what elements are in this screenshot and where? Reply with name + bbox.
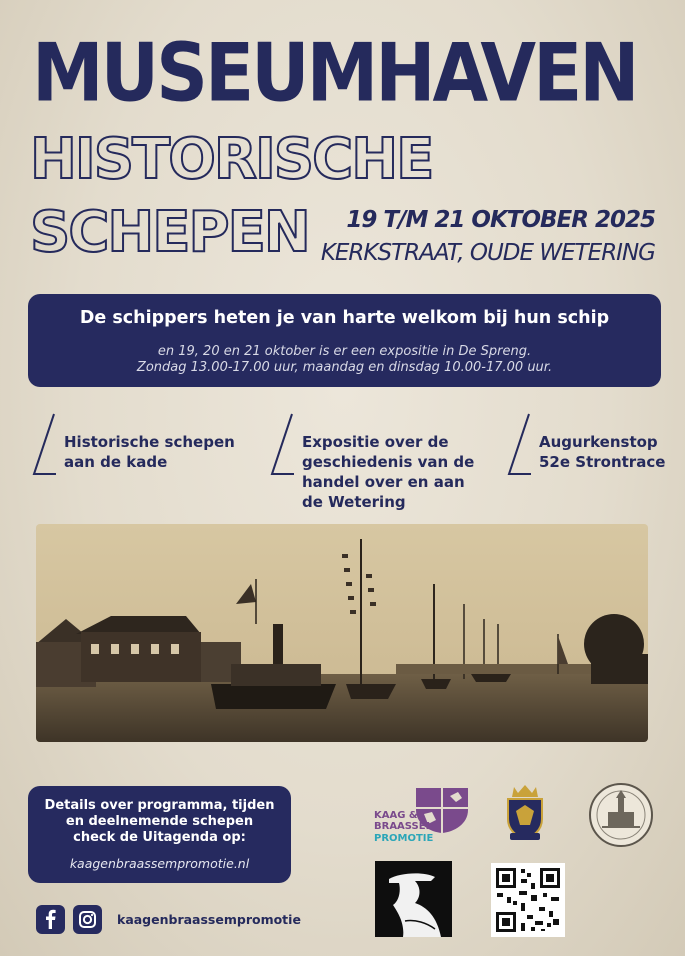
main-title: MUSEUMHAVEN — [32, 25, 637, 120]
banner-title: De schippers heten je van harte welkom bij hun schip — [79, 308, 610, 328]
banner-line-2: Zondag 13.00-17.00 uur, maandag en dinsdag 10.00-17.00 uur. — [136, 360, 553, 375]
subtitle-line-1: HISTORISCHE — [30, 127, 433, 192]
slash-icon — [268, 410, 298, 480]
banner-line-1: en 19, 20 en 21 oktober is er een expositie in De Spreng. — [157, 344, 532, 359]
subtitle-line-2: SCHEPEN — [30, 200, 309, 265]
kaag-braassem-promotie-logo: KAAG & BRAASSEM PROMOTIE — [374, 786, 470, 848]
info-box — [28, 786, 291, 883]
slash-icon — [30, 410, 60, 480]
social-handle[interactable]: kaagenbraassempromotie — [117, 912, 301, 927]
feature-text: Augurkenstop 52e Strontrace — [539, 433, 666, 471]
feature-exposition — [268, 410, 488, 520]
society-seal-logo — [588, 782, 654, 848]
info-line-2: en deelnemende schepen — [65, 814, 254, 829]
feature-text: Historische schepen aan de kade — [64, 433, 235, 471]
feature-historic-ships — [30, 410, 240, 520]
qr-code[interactable] — [491, 863, 565, 937]
info-line-1: Details over programma, tijden — [44, 798, 275, 813]
historic-harbour-photo — [36, 524, 648, 742]
event-date: 19 T/M 21 OKTOBER 2025 — [346, 207, 655, 233]
crest-logo — [502, 781, 548, 843]
uitagenda-link[interactable]: kaagenbraassempromotie.nl — [69, 856, 250, 871]
silhouette-logo — [375, 861, 452, 937]
feature-text: Expositie over de geschiedenis van de handel over en aan de Wetering — [302, 433, 475, 511]
welcome-banner — [28, 294, 661, 387]
facebook-icon[interactable] — [36, 905, 65, 934]
instagram-icon[interactable] — [73, 905, 102, 934]
event-location: KERKSTRAAT, OUDE WETERING — [320, 240, 655, 266]
slash-icon — [505, 410, 535, 480]
info-line-3: check de Uitagenda op: — [73, 830, 246, 845]
feature-events — [505, 410, 680, 520]
